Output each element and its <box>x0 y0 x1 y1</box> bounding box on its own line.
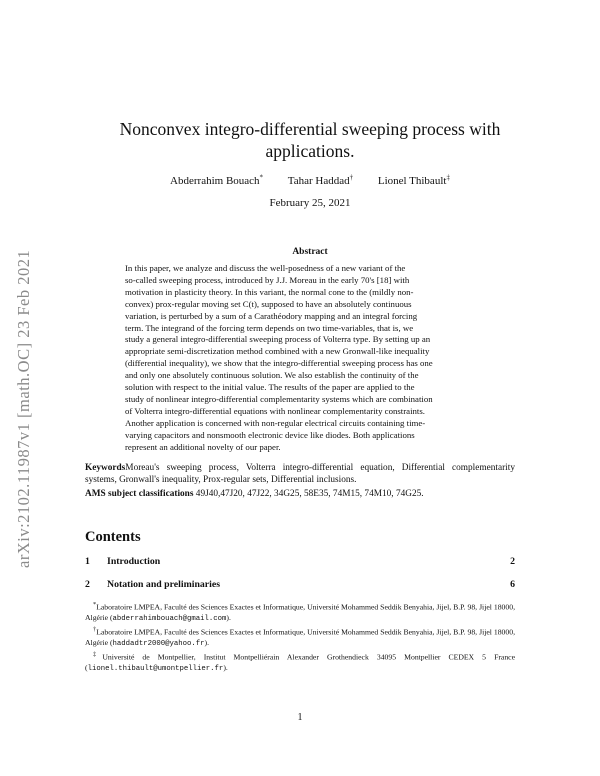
msc-text: 49J40,47J20, 47J22, 34G25, 58E35, 74M15, 74M10, 74G25. <box>193 489 424 499</box>
msc-label: AMS subject classifications <box>85 489 194 499</box>
footnote-mark: † <box>349 173 354 181</box>
email-link[interactable]: lionel.thibault@umontpellier.fr <box>87 664 224 673</box>
abstract-line: so-called sweeping process, introduced by J.J. Moreau in the early 70's [18] with <box>125 274 410 285</box>
abstract-line: (differential inequality), we show that the integro-differential sweeping process has one <box>125 358 433 369</box>
footnote-mark: * <box>259 173 264 181</box>
toc-title: Notation and preliminaries <box>107 579 221 590</box>
paper-date: February 25, 2021 <box>269 197 351 209</box>
contents-heading: Contents <box>85 529 141 545</box>
abstract-line: convex) prox-regular moving set C(t), supposed to have an absolutely continuous <box>125 298 412 309</box>
footnote-mark: ‡ <box>446 173 450 181</box>
toc-number: 1 <box>85 556 90 567</box>
abstract-line: In this paper, we analyze and discuss the well-posedness of a new variant of the <box>125 263 406 273</box>
footnote <box>85 600 515 625</box>
abstract-line: study a general integro-differential sweeping process of Volterra type. By setting up an <box>125 334 431 345</box>
footnote-mark: ‡ <box>93 650 103 658</box>
abstract-line: term. The integrand of the forcing term depends on two time-variables, that is, we <box>125 322 414 333</box>
abstract-line: solution with respect to the initial value. The results of the paper are applied to the <box>125 382 415 393</box>
toc-entry[interactable] <box>85 556 515 567</box>
abstract-line: motivation in plasticity theory. In this variant, the normal cone to the (mildly non- <box>125 286 414 297</box>
toc-entry[interactable] <box>85 579 515 590</box>
toc-page: 6 <box>510 579 515 590</box>
msc-classifications <box>85 488 525 500</box>
toc-number: 2 <box>85 579 90 590</box>
abstract-line: appropriate semi-discretization method combined with a new Gronwall-like inequality <box>125 346 430 357</box>
abstract-line: of Volterra integro-differential equations with nonlinear complementarity constraints. <box>125 405 425 416</box>
footnote <box>85 650 515 675</box>
abstract-line: and only one absolutely continuous solution. We also establish the continuity of the <box>125 370 419 381</box>
toc-page: 2 <box>510 556 515 567</box>
abstract-line: Another application is concerned with non-regular electrical circuits containing time- <box>125 417 426 428</box>
email-link[interactable]: haddadtr2000@yahoo.fr <box>112 639 205 648</box>
footnotes <box>85 600 515 674</box>
paper-title <box>110 118 510 162</box>
footnote-end: ). <box>226 613 231 623</box>
footnote-text: Université de Montpellier, Institut Montpelliérain Alexander Grothendieck 34095 Montpellier CEDEX 5 France ( <box>85 652 515 672</box>
author-name: Lionel Thibault <box>377 174 447 187</box>
footnote <box>85 625 515 650</box>
title-line-1: Nonconvex integro-differential sweeping process with <box>119 119 501 139</box>
abstract-line: varying capacitors and nonsmooth electronic device like diodes. Both applications <box>125 429 415 440</box>
author-list <box>110 173 510 187</box>
footnote-mark: † <box>93 625 97 633</box>
page-number: 1 <box>297 712 303 723</box>
keywords-label: Keywords <box>85 463 126 473</box>
abstract-line: study of nonlinear integro-differential complementarity systems which are combination <box>125 393 433 404</box>
abstract-heading: Abstract <box>292 247 328 257</box>
email-link[interactable]: abderrahimbouach@gmail.com <box>112 615 227 624</box>
keywords <box>85 462 515 486</box>
toc-title: Introduction <box>107 556 161 567</box>
abstract-line: represent an additional novelty of our paper. <box>125 441 281 452</box>
arxiv-stamp: arXiv:2102.11987v1 [math.OC] 23 Feb 2021 <box>14 249 33 568</box>
title-line-2: applications. <box>265 141 355 161</box>
author-3 <box>378 175 450 187</box>
author-name: Tahar Haddad <box>287 174 350 187</box>
footnote-text: Laboratoire LMPEA, Faculté des Sciences Exactes et Informatique, Université Mohammed Seddik Benyahia, Jijel, B.P. 98, Jijel 18000, Algérie ( <box>85 627 515 647</box>
footnote-mark: * <box>93 601 97 608</box>
author-name: Abderrahim Bouach <box>170 174 260 187</box>
abstract-body <box>125 263 488 454</box>
author-1 <box>170 175 263 187</box>
footnote-end: ). <box>204 637 209 647</box>
footnote-end: ). <box>223 662 228 672</box>
author-2 <box>288 175 353 187</box>
keywords-text: Moreau's sweeping process, Volterra integro-differential equation, Differential complementarity systems, Gronwall's inequality, Prox-regular sets, Differential inclusions. <box>85 463 515 486</box>
abstract-line: variation, is perturbed by a sum of a Carathéodory mapping and an integral forcing <box>125 310 418 321</box>
footnote-text: Laboratoire LMPEA, Faculté des Sciences Exactes et Informatique, Université Mohammed Seddik Benyahia, Jijel, B.P. 98, Jijel 18000, Algérie ( <box>85 602 515 623</box>
